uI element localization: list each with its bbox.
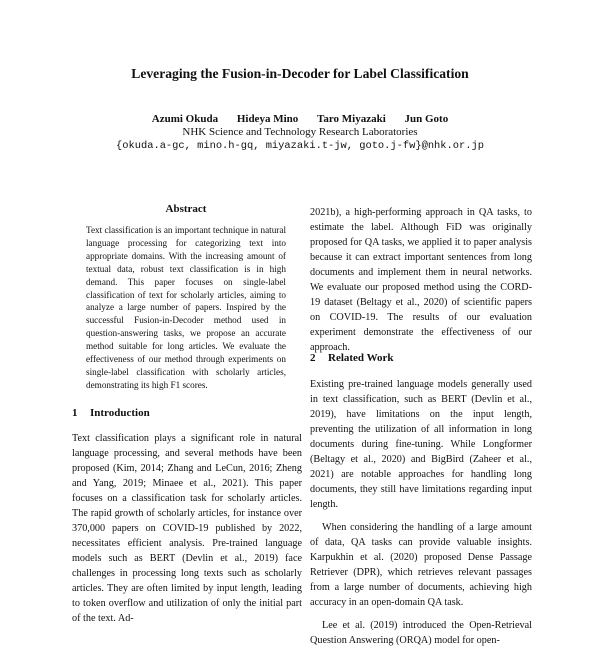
author-name: Jun Goto: [404, 113, 449, 125]
related-work-paragraph: When considering the handling of a large amount of data, QA tasks can provide valuable insights. Karpukhin et al. (2020) proposed Dense Passage Retriever (DPR), which retrieves relevant passages from a large number of documents, achieving high accuracy in an open-domain QA task.: [310, 522, 532, 608]
introduction-continuation: 2021b), a high-performing approach in QA tasks, to estimate the label. Although FiD was originally proposed for QA tasks, we applied it to paper analysis because it can extract important sentences from long documents and implement them in neural networks. We evaluate our proposed method using the CORD-19 dataset (Beltagy et al., 2020) of scientific papers on COVID-19. The results of our evaluation experiment demonstrate the effectiveness of our approach.: [310, 207, 532, 353]
section-number: 1: [72, 407, 78, 419]
paper-title: Leveraging the Fusion-in-Decoder for Label Classification: [131, 66, 469, 81]
introduction-paragraph: Text classification plays a significant role in natural language processing, and several methods have been proposed (Kim, 2014; Zhang and LeCun, 2016; Zheng and Yang, 2019; Minaee et al., 2021). This paper focuses on a classification task for scholarly articles. The rapid growth of scholarly articles, for instance over 370,000 papers on COVID-19 published by 2022, necessitates efficient analysis. Pre-trained language models such as BERT (Devlin et al., 2019) face challenges in processing long texts such as scholarly articles. They are often limited by input length, leading to token overflow and utilization of only the initial part of the text. Ad-: [72, 433, 302, 624]
related-work-paragraph: Lee et al. (2019) introduced the Open-Retrieval Question Answering (ORQA) model for open-: [310, 620, 532, 646]
related-work-paragraph: Existing pre-trained language models generally used in text classification, such as BERT (Devlin et al., 2019), have limitations on the input length, preventing the utilization of all information in long documents during fine-tuning. While Longformer (Beltagy et al., 2020) and BigBird (Zaheer et al., 2021) are notable approaches for handling long documents, they still have limitations regarding input length.: [310, 379, 532, 510]
section-title: Related Work: [328, 352, 394, 364]
author-name: Hideya Mino: [236, 113, 299, 125]
section-heading-introduction: [72, 407, 150, 419]
section-heading-related-work: [310, 352, 394, 364]
abstract-heading: Abstract: [165, 203, 207, 215]
email-list: {okuda.a-gc, mino.h-gq, miyazaki.t-jw, goto.j-fw}@nhk.or.jp: [116, 140, 484, 152]
author-list: [0, 113, 600, 125]
author-name: Taro Miyazaki: [317, 113, 386, 125]
abstract-text: Text classification is an important technique in natural language processing for categorizing text into appropriate domains. With the increasing amount of textual data, robust text classification is in high demand. This paper focuses on single-label classification of text for scholarly articles, aiming to analyze a large number of papers. Inspired by the successful Fusion-in-Decoder method used in question-answering tasks, we propose an accurate method suitable for long articles. We evaluate the effectiveness of our method through experiments on single-label classification with scholarly articles, demonstrating its high F1 scores.: [86, 225, 286, 390]
section-title: Introduction: [90, 407, 150, 419]
author-name: Azumi Okuda: [151, 113, 219, 125]
section-number: 2: [310, 352, 316, 364]
affiliation: NHK Science and Technology Research Laboratories: [182, 126, 418, 138]
